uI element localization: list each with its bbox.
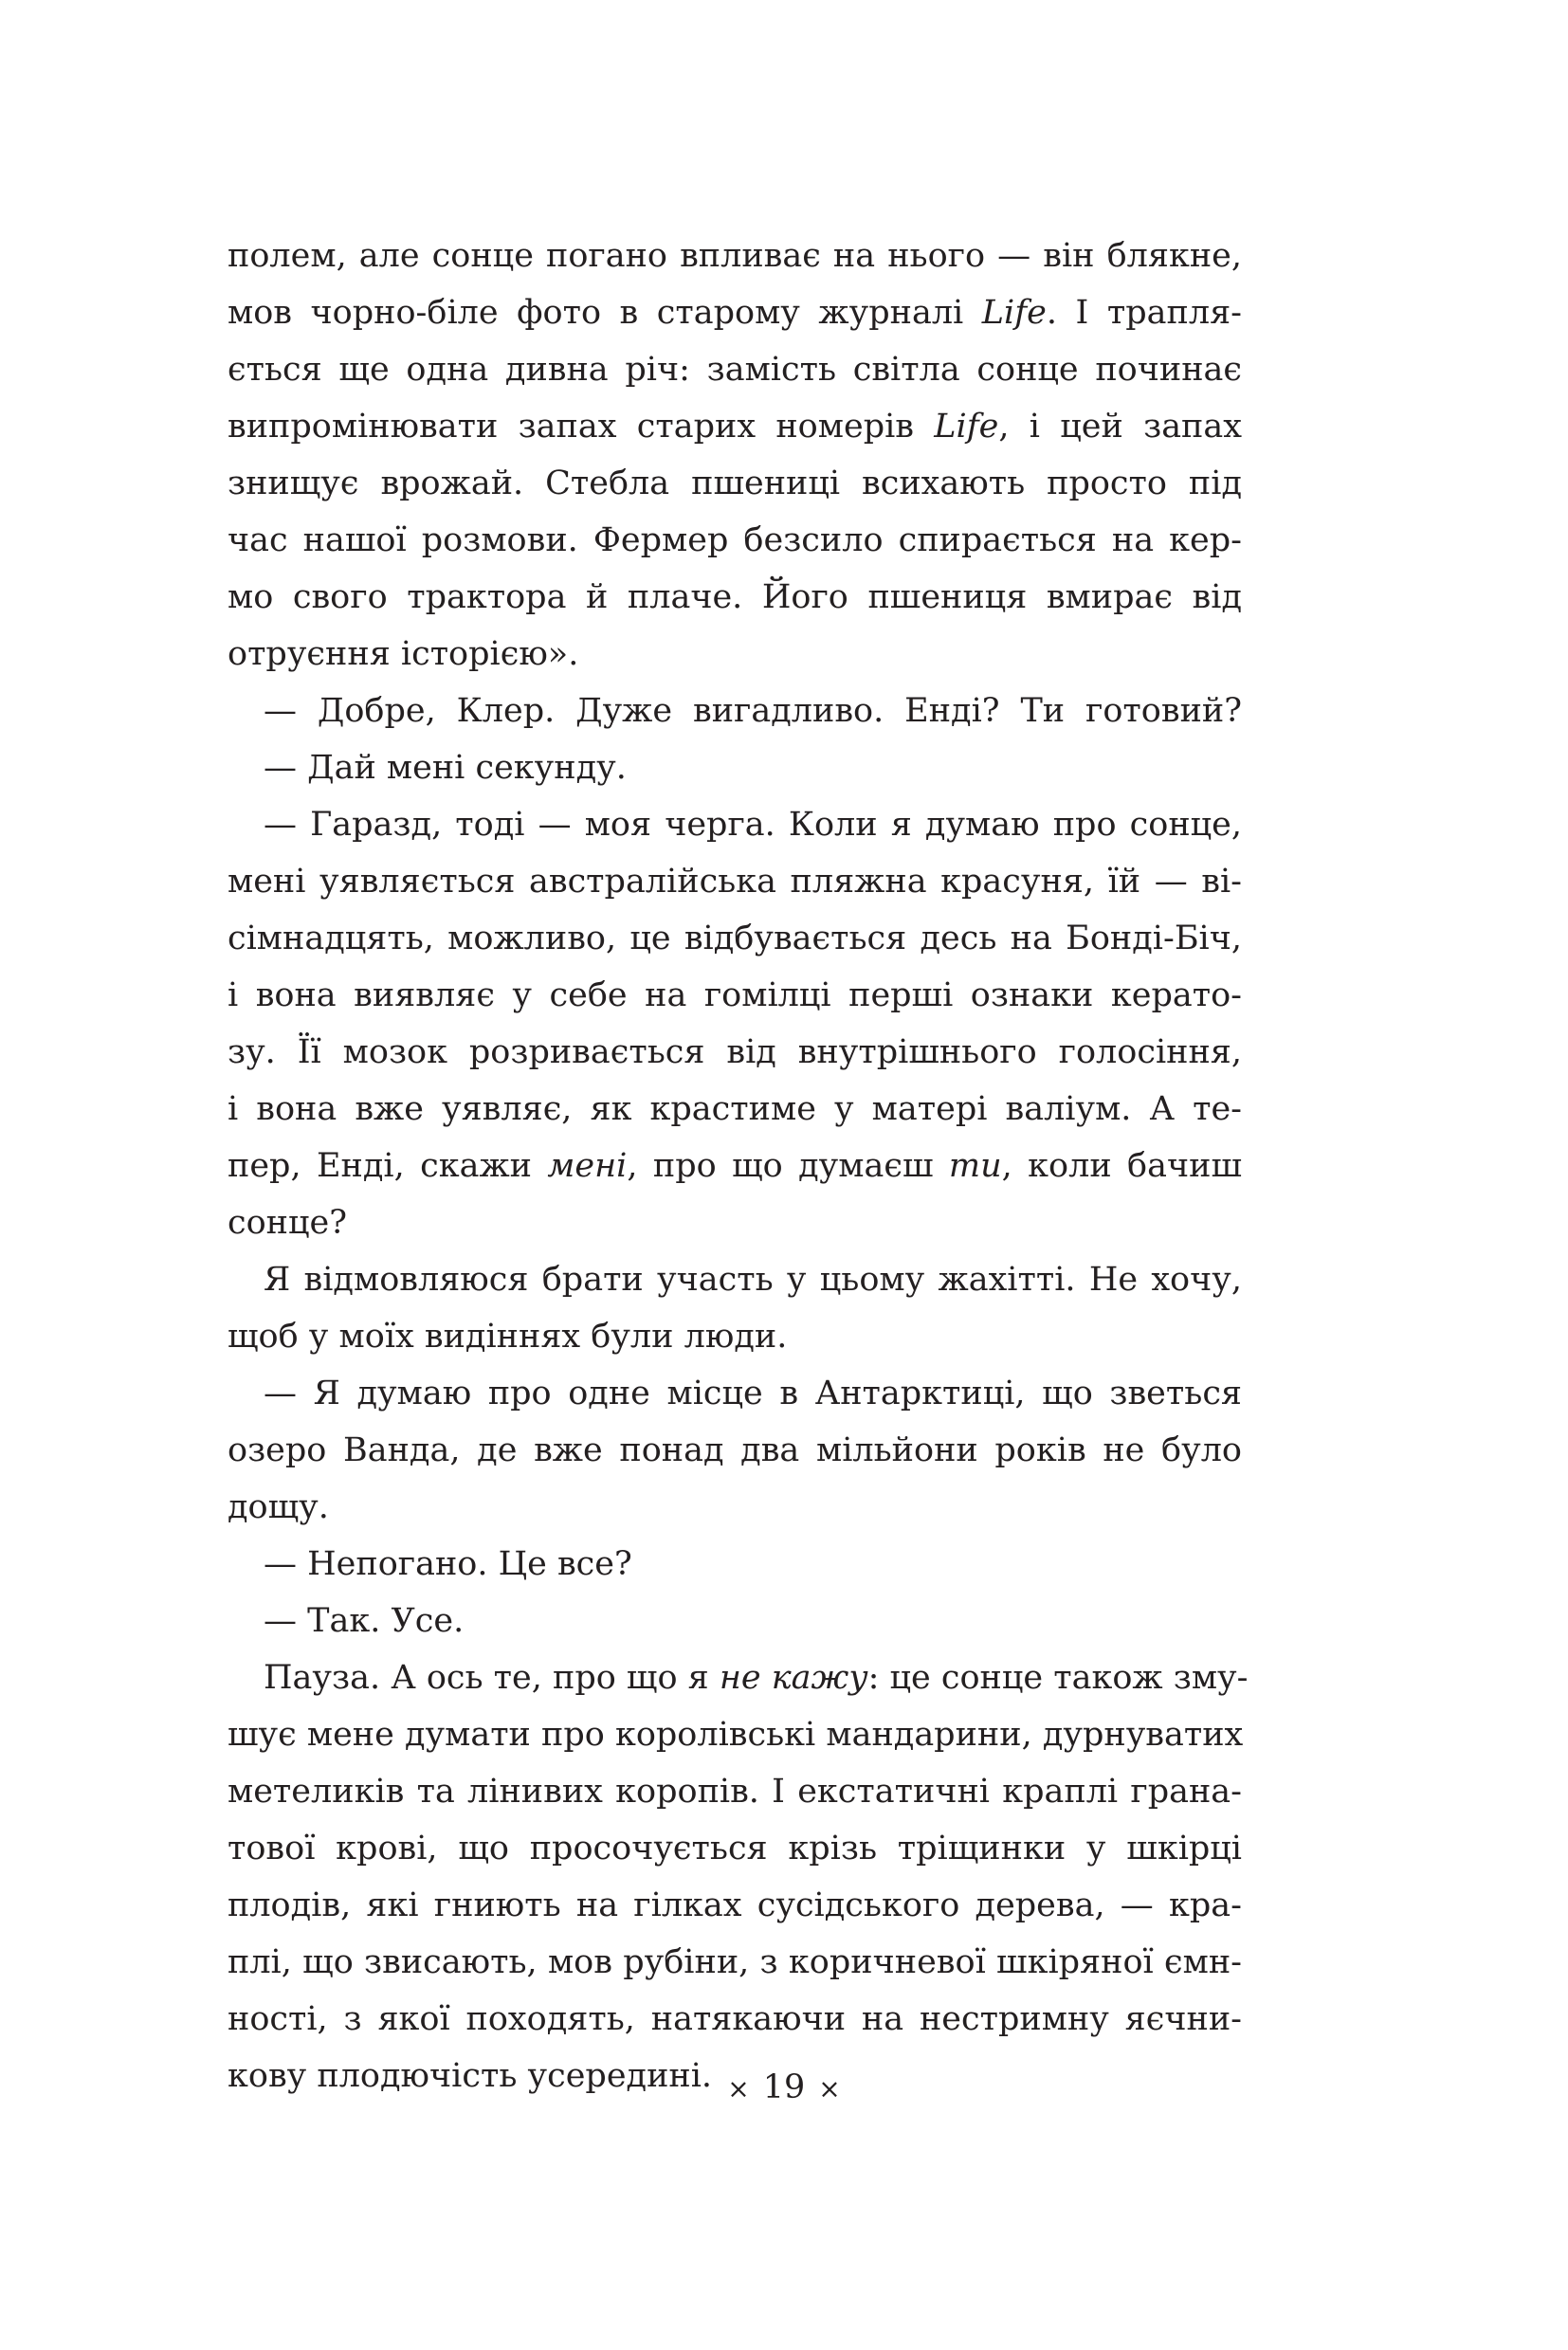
ornament-left: ×	[727, 2073, 750, 2104]
text-line: плодів, які гниють на гілках сусідського дерева, — кра-	[228, 1886, 1242, 1924]
text-line-6: час нашої розмови. Фермер безсило спирається на кер-	[228, 521, 1242, 559]
paragraph-line: Пауза. А ось те, про що я не кажу: це сонце також зму-	[264, 1659, 1249, 1697]
dialogue-line: — Дай мені секунду.	[264, 749, 627, 787]
italic-life: Life	[981, 294, 1047, 332]
text-line-3: ється ще одна дивна річ: замість світла сонце починає	[228, 351, 1242, 389]
page-number-footer	[0, 2059, 1568, 2116]
dialogue-line: — Непогано. Це все?	[264, 1545, 632, 1583]
ornament-right: ×	[818, 2073, 841, 2104]
page-body	[228, 228, 1249, 2104]
dialogue-line: — Добре, Клер. Дуже вигадливо. Енді? Ти готовий?	[264, 692, 1242, 730]
text-line-5: знищує врожай. Стебла пшениці всихають просто під	[228, 465, 1242, 502]
text-line-7: мо свого трактора й плаче. Його пшениця вмирає від	[228, 578, 1242, 616]
text-line: зу. Її мозок розривається від внутрішнього голосіння,	[228, 1033, 1242, 1071]
italic-meni: мені	[547, 1147, 628, 1185]
text-line-4: випромінювати запах старих номерів Life, і цей запах	[228, 408, 1242, 446]
paragraph-line: Я відмовляюся брати участь у цьому жахітті. Не хочу,	[264, 1261, 1242, 1299]
text-line-1: полем, але сонце погано впливає на нього — він блякне,	[228, 237, 1242, 275]
text-line: метеликів та лінивих коропів. І екстатичні краплі грана-	[228, 1773, 1242, 1811]
italic-life: Life	[934, 408, 999, 446]
text-line: тової крові, що просочується крізь тріщинки у шкірці	[228, 1830, 1242, 1867]
text-line: сонце?	[228, 1204, 347, 1242]
text-line: щоб у моїх видіннях були люди.	[228, 1318, 788, 1356]
text-line: сімнадцять, можливо, це відбувається десь на Бонді-Біч,	[228, 920, 1242, 957]
text-line-8: отруєння історією».	[228, 635, 579, 673]
text-line-2: мов чорно-біле фото в старому журналі Life. І трапля-	[228, 294, 1242, 332]
text-line: плі, що звисають, мов рубіни, з коричневої шкіряної ємн-	[228, 1943, 1242, 1981]
italic-ne-kazhu: не кажу	[719, 1659, 868, 1697]
text-line: пер, Енді, скажи мені, про що думаєш ти, коли бачиш	[228, 1147, 1242, 1185]
dialogue-line: — Я думаю про одне місце в Антарктиці, що зветься	[264, 1375, 1242, 1412]
text-line: кову плодючість усередині.	[228, 2057, 713, 2095]
text-line: мені уявляється австралійська пляжна красуня, їй — ві-	[228, 863, 1242, 901]
text-line: шує мене думати про королівські мандарини, дурнуватих	[228, 1716, 1244, 1754]
text-line: дощу.	[228, 1488, 329, 1526]
dialogue-line: — Так. Усе.	[264, 1602, 465, 1640]
text-line: ності, з якої походять, натякаючи на нестримну яєчни-	[228, 2000, 1242, 2038]
text-line: озеро Ванда, де вже понад два мільйони років не було	[228, 1431, 1242, 1469]
page-number: 19	[762, 2068, 806, 2106]
dialogue-line: — Гаразд, тоді — моя черга. Коли я думаю про сонце,	[264, 806, 1242, 844]
italic-ty: ти	[948, 1147, 1002, 1185]
text-line: і вона виявляє у себе на гомілці перші ознаки керато-	[228, 976, 1242, 1014]
text-line: і вона вже уявляє, як крастиме у матері валіум. А те-	[228, 1090, 1242, 1128]
